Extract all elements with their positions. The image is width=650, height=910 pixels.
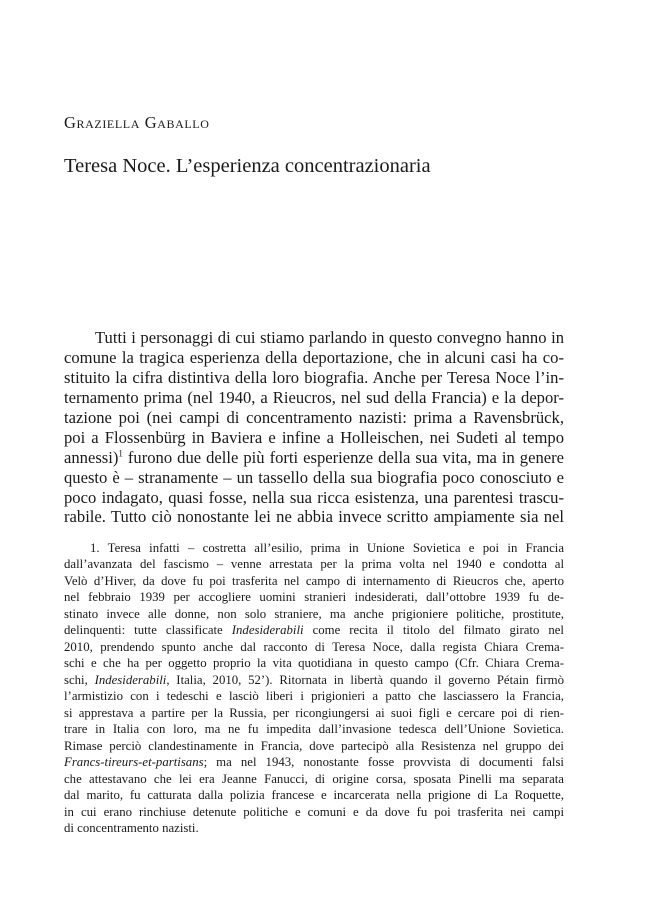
footnote-line: che attestavano che lei era Jeanne Fanucci, di origine corsa, sposata Pinelli ma separata [64, 771, 564, 786]
body-paragraph [64, 328, 564, 527]
body-line: comune la tragica esperienza della deportazione, che in alcuni casi ha co- [64, 347, 564, 367]
body-text-fragment: annessi) [64, 447, 119, 467]
film-title-italic: Indesiderabili [94, 672, 167, 687]
footnote-line: trare in Italia con loro, ma ne fu impedita dall’invasione tedesca dell’Unione Sovietica. [64, 722, 564, 737]
footnote-line: dal marito, fu catturata dalla polizia francese e incarcerata nella prigione di La Roquette, [64, 788, 564, 803]
footnote-text-fragment: ; ma nel 1943, nonostante fosse provvista di documenti falsi [203, 755, 564, 770]
footnote-line: 2010, prendendo spunto anche dal racconto di Teresa Noce, dalla regista Chiara Crema- [64, 639, 564, 654]
footnote-line [64, 754, 564, 770]
footnote-line: Rimase perciò clandestinamente in Francia, dove partecipò alla Resistenza nel gruppo dei [64, 738, 564, 753]
group-name-italic: Francs-tireurs-et-partisans [64, 755, 204, 770]
footnote-line: l’armistizio con i tedeschi e lasciò liberi i prigionieri a patto che lasciassero la Francia, [64, 689, 564, 704]
footnote-line: di concentramento nazisti. [64, 820, 199, 835]
body-line: ternamento prima (nel 1940, a Rieucros, nel sud della Francia) e la depor- [64, 387, 564, 407]
footnote-line [64, 672, 564, 688]
footnote-number: 1. [90, 541, 100, 555]
footnote-text-fragment: delinquenti: tutte classificate [64, 623, 232, 638]
footnote [64, 540, 564, 836]
footnote-text-fragment: Teresa infatti – costretta all’esilio, prima in Unione Sovietica e poi in Francia [107, 541, 564, 555]
footnote-text-fragment: come recita il titolo del filmato girato nel [303, 623, 564, 638]
body-line: rabile. Tutto ciò nonostante lei ne abbia invece scritto ampiamente sia nel [64, 507, 564, 527]
author-name: Graziella Gaballo [64, 113, 210, 132]
footnote-line [64, 540, 564, 556]
footnote-line: nel febbraio 1939 per accogliere uomini stranieri indesiderati, dall’ottobre 1939 fu de- [64, 590, 564, 605]
footnote-text-fragment: , Italia, 2010, 52’). Ritornata in libertà quando il governo Pétain firmò [166, 672, 564, 687]
body-line: Tutti i personaggi di cui stiamo parlando in questo convegno hanno in [95, 328, 564, 347]
footnote-line: in cui erano rinchiuse detenute politiche e comuni e da dove fu poi trasferita nei campi [64, 804, 564, 819]
body-line: poco indagato, quasi fosse, nella sua ricca esistenza, una parentesi trascu- [64, 487, 564, 507]
footnote-line: Velò d’Hiver, da dove fu poi trasferita nel campo di internamento di Rieucros che, aperto [64, 573, 564, 588]
footnote-line: stinato invece alle donne, non solo straniere, ma anche prigioniere politiche, prostitute, [64, 606, 564, 621]
body-line: tazione poi (nei campi di concentramento nazisti: prima a Ravensbrück, [64, 407, 564, 427]
footnote-line: si apprestava a partire per la Russia, per ricongiungersi ai suoi figli e cercare poi di rien- [64, 705, 564, 720]
body-line: poi a Flossenbürg in Baviera e infine a Holleischen, nei Sudeti al tempo [64, 427, 564, 447]
footnote-reference[interactable]: 1 [118, 448, 123, 459]
body-line: questo è – stranamente – un tassello della sua biografia poco conosciuto e [64, 467, 564, 487]
footnote-line: dall’avanzata del fascismo – venne arrestata per la prima volta nel 1940 e condotta al [64, 557, 564, 572]
footnote-line: schi e che ha per oggetto proprio la vita quotidiana in questo campo (Cfr. Chiara Crema- [64, 656, 564, 671]
film-title-italic: Indesiderabili [231, 623, 304, 638]
body-text-fragment: furono due delle più forti esperienze della sua vita, ma in genere [122, 447, 564, 467]
body-line: stituito la cifra distintiva della loro biografia. Anche per Teresa Noce l’in- [64, 367, 564, 387]
footnote-text-fragment: schi, [64, 672, 95, 687]
body-line [64, 448, 564, 468]
footnote-line [64, 622, 564, 638]
article-title: Teresa Noce. L’esperienza concentrazionaria [64, 155, 431, 177]
